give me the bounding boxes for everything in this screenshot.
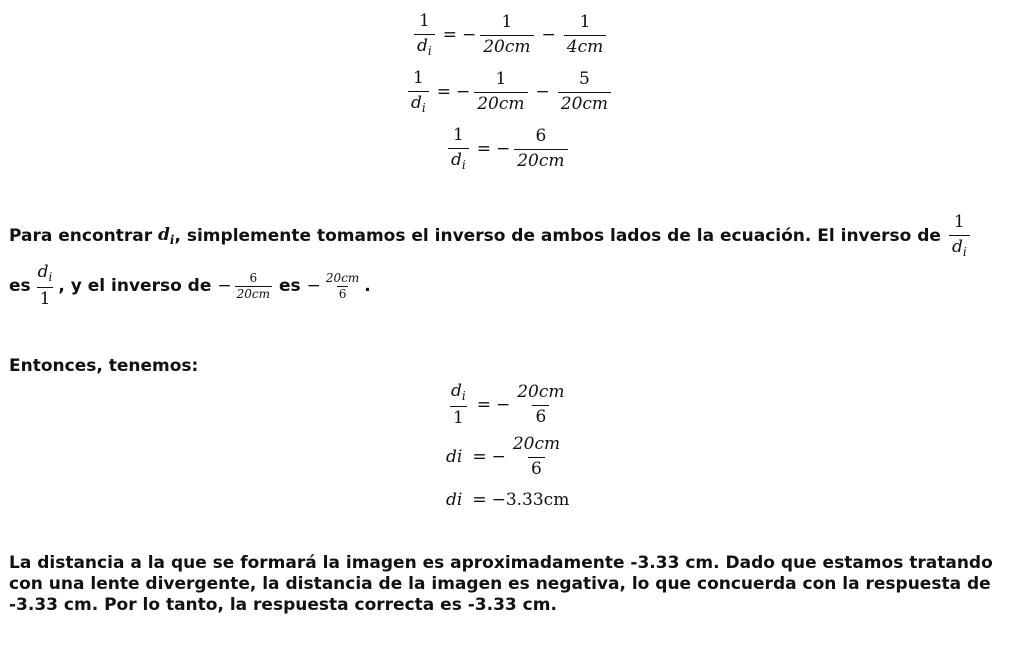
explanation-text-f: . xyxy=(364,276,371,297)
explanation-fraction3-numerator: 6 xyxy=(249,271,258,286)
explanation-fraction-neg-6-over-20cm xyxy=(235,272,272,300)
explanation-fraction4-numerator: 20cm xyxy=(325,271,360,286)
eq3-lhs-denominator: $d_i$ xyxy=(448,148,469,172)
conclusion-paragraph: La distancia a la que se formará la imagen es aproximadamente -3.33 cm. Dado que estamos tratando con una lente divergente, la distancia de la imagen es negativa, lo que concuerda con la respuesta de -3.33 cm. Por lo tanto, la respuesta correcta es -3.33 cm. xyxy=(9,553,993,615)
eq5-rhs-numerator: 20cm xyxy=(512,434,561,454)
eq5-rhs-fraction xyxy=(510,436,563,479)
eq3-lhs-fraction xyxy=(448,127,469,171)
eq6-rhs: −3.33cm xyxy=(491,490,570,510)
eq2-lhs-fraction xyxy=(408,70,429,114)
eq6-lhs: di xyxy=(446,490,463,510)
eq2-term1-fraction xyxy=(474,68,527,114)
eq2-lhs-denominator: $d_i$ xyxy=(408,91,429,115)
eq5-rhs-denominator: 6 xyxy=(528,457,545,479)
explanation-line-2 xyxy=(9,264,371,308)
eq4-negative-sign: − xyxy=(495,395,511,416)
explanation-fraction-denominator: $d_i$ xyxy=(949,235,970,259)
eq2-equals: = xyxy=(436,82,451,103)
eq5-negative-sign: − xyxy=(491,447,506,468)
eq1-term2-numerator: 1 xyxy=(579,11,591,32)
equation-5 xyxy=(446,436,566,479)
intro-text: Entonces, tenemos: xyxy=(9,356,199,376)
eq1-lhs-fraction xyxy=(414,13,435,57)
explanation-neg-sign-1: − xyxy=(217,276,232,297)
explanation-fraction-one-over-di xyxy=(949,214,970,258)
eq2-term1-denominator: 20cm xyxy=(474,92,527,114)
equation-3 xyxy=(445,127,571,171)
explanation-fraction2-numerator: $d_i$ xyxy=(37,262,53,284)
eq1-term2-denominator: 4cm xyxy=(564,35,606,57)
explanation-text-d: , y el inverso de xyxy=(58,276,212,297)
eq2-term2-fraction xyxy=(558,68,611,114)
equation-6 xyxy=(446,490,569,510)
explanation-neg-sign-2: − xyxy=(306,276,321,297)
eq5-equals: = xyxy=(472,447,487,468)
eq1-equals: = xyxy=(442,25,457,46)
eq4-lhs-denominator: 1 xyxy=(450,406,467,428)
eq4-lhs-fraction xyxy=(448,383,469,427)
eq4-equals: = xyxy=(476,395,491,416)
equation-2 xyxy=(405,70,614,114)
eq3-term1-numerator: 6 xyxy=(535,125,547,146)
eq1-negative-sign: − xyxy=(461,25,477,46)
explanation-text-a: Para encontrar xyxy=(9,226,159,247)
eq2-term2-numerator: 5 xyxy=(578,68,590,89)
eq3-negative-sign: − xyxy=(495,139,511,160)
explanation-fraction-numerator: 1 xyxy=(953,212,965,232)
explanation-fraction2-denominator: 1 xyxy=(37,287,54,309)
eq1-lhs-denominator: $d_i$ xyxy=(414,34,435,58)
eq3-term1-denominator: 20cm xyxy=(514,149,567,171)
eq1-term1-fraction xyxy=(480,11,533,57)
eq1-lhs-numerator: 1 xyxy=(418,11,430,31)
eq1-term1-numerator: 1 xyxy=(501,11,513,32)
explanation-text-b: , simplemente tomamos el inverso de ambos lados de la ecuación. El inverso de xyxy=(174,226,941,247)
eq2-lhs-numerator: 1 xyxy=(412,68,424,88)
eq2-negative-sign: − xyxy=(455,82,471,103)
eq2-minus: − xyxy=(535,82,550,103)
explanation-text-e: es xyxy=(279,276,301,297)
explanation-variable: $d_i$ xyxy=(158,225,175,248)
explanation-line-1 xyxy=(9,214,973,258)
eq4-lhs-numerator: $d_i$ xyxy=(451,381,466,403)
eq1-term1-denominator: 20cm xyxy=(480,35,533,57)
eq4-rhs-fraction xyxy=(514,381,567,427)
eq3-lhs-numerator: 1 xyxy=(452,125,464,145)
explanation-fraction-di-over-one xyxy=(35,264,56,308)
eq2-term1-numerator: 1 xyxy=(495,68,507,89)
eq3-term1-fraction xyxy=(514,125,567,171)
eq4-rhs-denominator: 6 xyxy=(532,405,549,427)
eq6-equals: = xyxy=(472,490,487,510)
eq1-term2-fraction xyxy=(564,11,606,57)
eq1-minus: − xyxy=(541,25,556,46)
eq5-lhs: di xyxy=(446,447,463,468)
eq4-rhs-numerator: 20cm xyxy=(517,381,565,402)
explanation-fraction3-denominator: 20cm xyxy=(236,286,271,301)
explanation-fraction-neg-20cm-over-6 xyxy=(324,272,361,300)
equation-4 xyxy=(445,383,571,427)
eq3-equals: = xyxy=(476,139,491,160)
explanation-text-c: es xyxy=(9,276,31,297)
explanation-fraction4-denominator: 6 xyxy=(338,286,347,301)
eq2-term2-denominator: 20cm xyxy=(558,92,611,114)
equation-1 xyxy=(411,13,609,57)
